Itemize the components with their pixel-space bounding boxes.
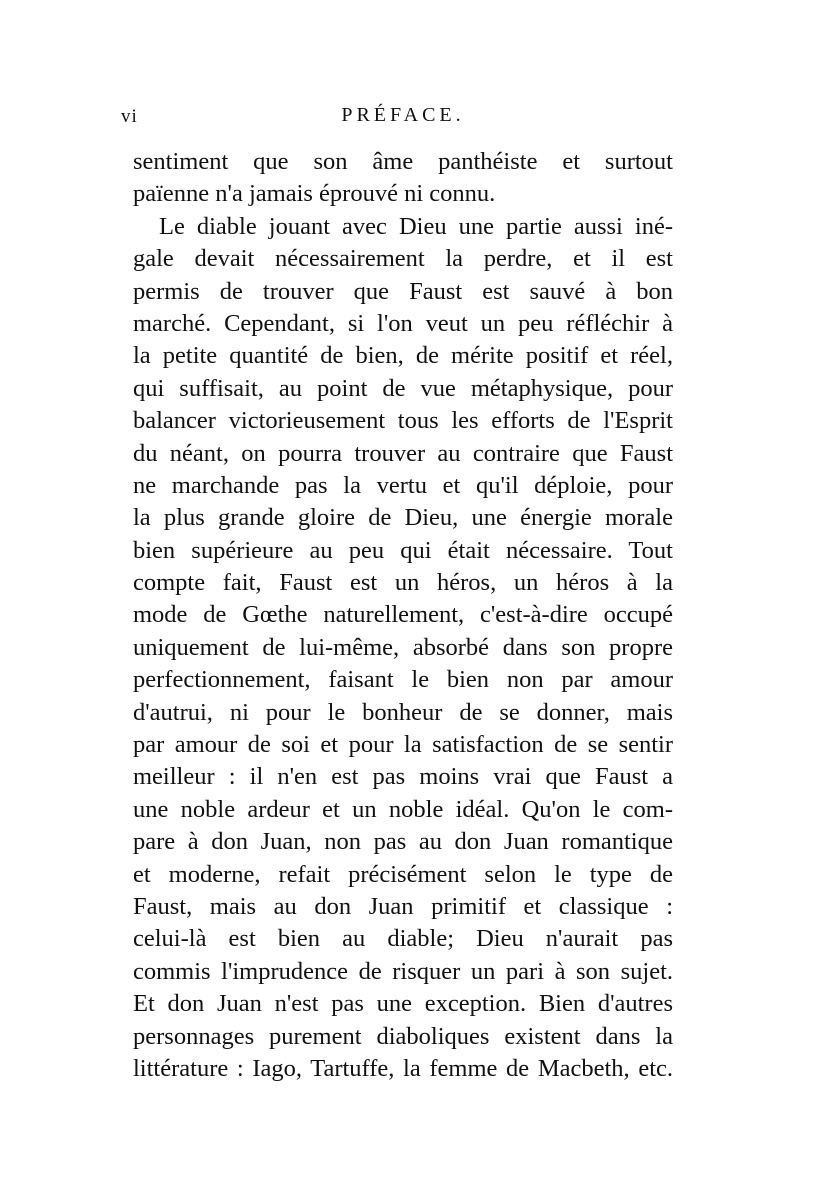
text-line: meilleur : il n'en est pas moins vrai que Faust a: [133, 763, 673, 791]
text-line: celui-là est bien au diable; Dieu n'aurait pas: [133, 925, 673, 953]
text-line: qui suffisait, au point de vue métaphysique, pour: [133, 374, 673, 402]
text-line: et moderne, refait précisément selon le type de: [133, 860, 673, 888]
text-line: littérature : Iago, Tartuffe, la femme de Macbeth, etc.: [133, 1054, 673, 1082]
text-line: par amour de soi et pour la satisfaction de se sentir: [133, 731, 673, 759]
text-line: sentiment que son âme panthéiste et surtout: [133, 148, 673, 175]
text-line: la plus grande gloire de Dieu, une énergie morale: [133, 504, 673, 532]
text-line: une noble ardeur et un noble idéal. Qu'on le com-: [133, 795, 673, 823]
text-line: uniquement de lui-même, absorbé dans son propre: [133, 633, 673, 661]
text-line: Faust, mais au don Juan primitif et classique :: [133, 892, 673, 920]
text-line: mode de Gœthe naturellement, c'est-à-dire occupé: [133, 601, 673, 629]
text-line: d'autrui, ni pour le bonheur de se donner, mais: [133, 698, 673, 726]
running-head: [121, 104, 673, 130]
page-number: vi: [121, 106, 138, 127]
text-line: pare à don Juan, non pas au don Juan romantique: [133, 828, 673, 856]
text-line: païenne n'a jamais éprouvé ni connu.: [133, 180, 496, 208]
text-line: commis l'imprudence de risquer un pari à son sujet.: [133, 957, 673, 985]
text-line: perfectionnement, faisant le bien non par amour: [133, 666, 673, 694]
text-line: balancer victorieusement tous les efforts de l'Esprit: [133, 407, 673, 435]
text-line: marché. Cependant, si l'on veut un peu réfléchir à: [133, 309, 673, 337]
text-line: permis de trouver que Faust est sauvé à bon: [133, 277, 673, 305]
text-line: compte fait, Faust est un héros, un héros à la: [133, 569, 673, 597]
text-line: Et don Juan n'est pas une exception. Bien d'autres: [133, 990, 673, 1018]
running-head-title: PRÉFACE.: [341, 104, 465, 126]
text-line: gale devait nécessairement la perdre, et il est: [133, 245, 673, 273]
text-line: du néant, on pourra trouver au contraire que Faust: [133, 439, 673, 467]
text-line: personnages purement diaboliques existent dans la: [133, 1022, 673, 1050]
text-line: la petite quantité de bien, de mérite positif et réel,: [133, 342, 673, 370]
text-line: ne marchande pas la vertu et qu'il déploie, pour: [133, 471, 673, 499]
text-line: bien supérieure au peu qui était nécessaire. Tout: [133, 536, 673, 564]
body-text: [133, 146, 673, 1085]
text-line: Le diable jouant avec Dieu une partie aussi iné-: [159, 212, 673, 240]
